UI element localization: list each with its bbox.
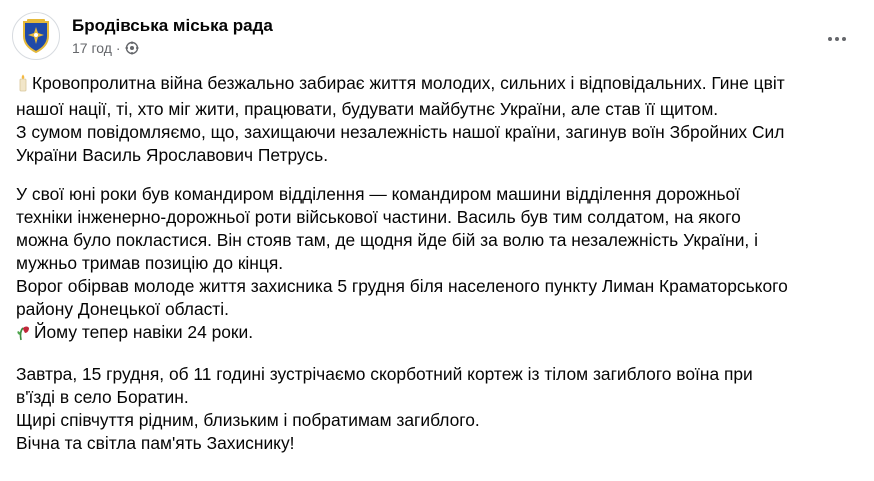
paragraph-3 [16,363,856,455]
post-subline [72,39,273,57]
text-segment: Йому тепер навіки 24 роки. [34,322,254,342]
text-line: можна було покластися. Він стояв там, де щодня йде бій за волю та незалежність України, і [16,230,758,250]
text-line [16,72,856,98]
text-line: У свої юні роки був командиром відділення — командиром машини відділення дорожньої [16,184,741,204]
post-timestamp[interactable]: 17 год [72,40,112,56]
paragraph-2 [16,183,856,347]
wilted-flower-icon [16,323,32,347]
page-name-link[interactable]: Бродівська міська рада [72,16,273,35]
text-line [16,321,856,347]
candle-icon [16,74,30,98]
text-line: техніки інженерно-дорожньої роти військової частини. Василь був тим солдатом, на якого [16,207,741,227]
text-line: З сумом повідомляємо, що, захищаючи незалежність нашої країни, загинув воїн Збройних Сил [16,122,785,142]
post-meta [72,15,273,57]
text-line: Щирі співчуття рідним, близьким і побратимам загиблого. [16,410,480,430]
text-line: в'їзді в село Боратин. [16,387,189,407]
globe-icon [125,41,139,55]
text-line: нашої нації, ті, хто міг жити, працювати, будувати майбутнє України, але став її щитом. [16,99,719,119]
text-segment: Кровопролитна війна безжально забирає життя молодих, сильних і відповідальних. Гине цвіт [32,73,785,93]
separator-dot: · [115,40,121,56]
post-text [16,72,856,455]
text-line: району Донецької області. [16,299,229,319]
page-avatar[interactable] [12,12,60,60]
paragraph-1 [16,72,856,167]
coat-of-arms-icon [16,16,56,56]
text-line: мужньо тримав позицію до кінця. [16,253,284,273]
post-header [12,12,273,64]
more-options-icon [828,37,846,41]
text-line: Ворог обірвав молоде життя захисника 5 грудня біля населеного пункту Лиман Краматорського [16,276,788,296]
more-options-button[interactable] [820,25,854,53]
text-line: Завтра, 15 грудня, об 11 годині зустрічаємо скорботний кортеж із тілом загиблого воїна при [16,364,753,384]
text-line: України Василь Ярославович Петрусь. [16,145,329,165]
text-line: Вічна та світла пам'ять Захиснику! [16,433,295,453]
